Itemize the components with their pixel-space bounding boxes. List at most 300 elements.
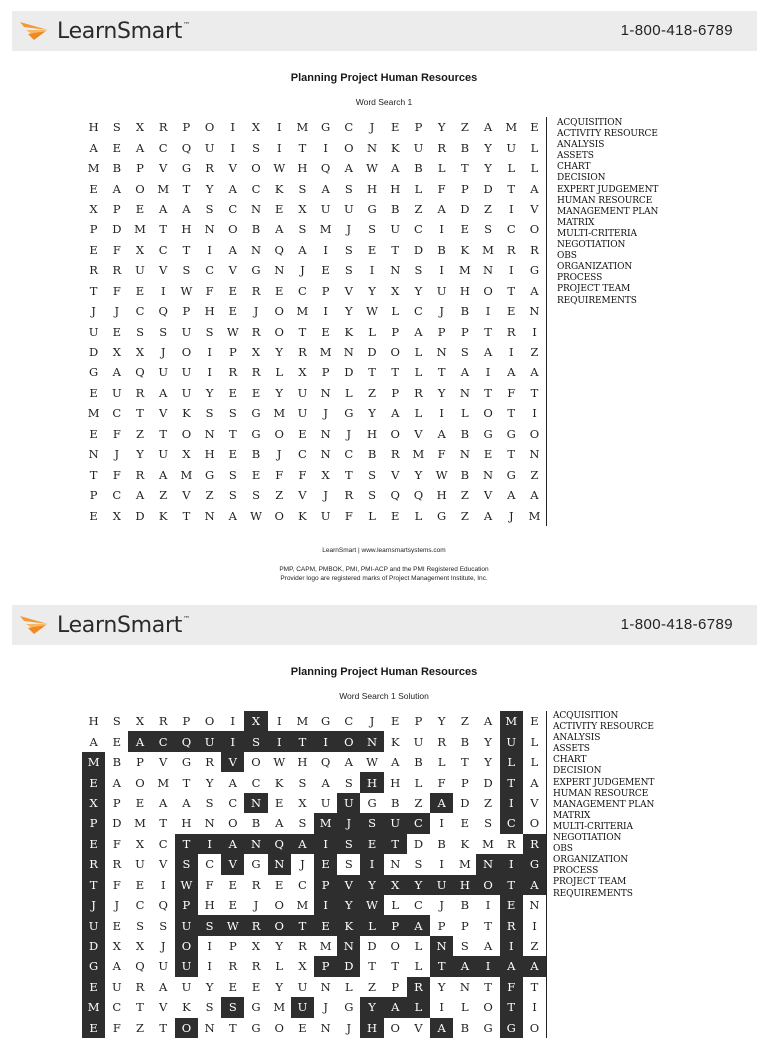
grid-letter: E xyxy=(135,201,145,216)
grid-letter: A xyxy=(112,181,121,196)
grid-letter: L xyxy=(275,365,284,380)
learnsmart-swoosh-icon xyxy=(18,612,52,638)
grid-letter: D xyxy=(413,242,424,257)
word-list-item: ACQUISITION xyxy=(557,118,623,128)
grid-letter: N xyxy=(274,263,285,278)
grid-letter: X xyxy=(391,283,400,298)
grid-letter: I xyxy=(532,406,537,421)
word-list-item: REQUIREMENTS xyxy=(557,295,637,306)
grid-letter: X xyxy=(251,939,261,954)
word-list-item: ASSETS xyxy=(553,744,590,755)
grid-letter: E xyxy=(82,772,105,792)
grid-letter: J xyxy=(114,304,120,319)
grid-letter: O xyxy=(175,936,198,956)
grid-letter: V xyxy=(159,161,168,176)
grid-letter: M xyxy=(157,181,170,196)
grid-letter: U xyxy=(384,813,407,833)
grid-letter: S xyxy=(136,918,144,933)
grid-letter: N xyxy=(244,834,267,854)
grid-letter: N xyxy=(360,731,383,751)
grid-letter: I xyxy=(207,939,212,954)
grid-letter: Y xyxy=(205,181,214,196)
grid-letter: I xyxy=(221,731,244,751)
grid-letter: A xyxy=(159,467,168,482)
grid-row xyxy=(82,260,546,280)
grid-letter: P xyxy=(182,304,191,319)
grid-letter: M xyxy=(500,711,523,731)
grid-letter: C xyxy=(205,263,215,278)
grid-letter: K xyxy=(182,406,191,421)
grid-letter: U xyxy=(175,915,198,935)
grid-letter: T xyxy=(182,242,191,257)
grid-letter: Y xyxy=(275,979,284,994)
grid-letter: U xyxy=(135,857,145,872)
grid-letter: D xyxy=(112,222,122,237)
grid-letter: E xyxy=(500,895,523,915)
grid-letter: H xyxy=(88,120,99,135)
grid-letter: L xyxy=(345,385,353,400)
grid-letter: W xyxy=(180,283,193,298)
word-list-item: ACTIVITY RESOURCE xyxy=(557,129,658,140)
grid-letter: G xyxy=(367,795,377,810)
grid-letter: E xyxy=(228,385,238,400)
grid-letter: F xyxy=(437,181,446,196)
grid-letter: Q xyxy=(181,140,192,155)
logo-wordmark: LearnSmart™ xyxy=(57,18,190,44)
grid-letter: X xyxy=(135,120,145,135)
grid-letter: L xyxy=(461,1000,469,1015)
grid-letter: C xyxy=(344,714,354,729)
grid-letter: S xyxy=(484,816,492,831)
grid-letter: J xyxy=(253,304,259,319)
grid-letter: P xyxy=(391,324,400,339)
grid-letter: V xyxy=(159,857,168,872)
grid-letter: O xyxy=(228,816,238,831)
grid-letter: Q xyxy=(135,959,145,974)
grid-letter: N xyxy=(268,854,291,874)
grid-letter: L xyxy=(345,979,353,994)
grid-letter: A xyxy=(298,242,307,257)
grid-row xyxy=(82,956,546,976)
grid-letter: T xyxy=(530,979,539,994)
grid-letter: J xyxy=(276,447,282,462)
grid-letter: R xyxy=(205,755,214,770)
grid-letter: G xyxy=(251,1020,261,1035)
grid-letter: A xyxy=(530,488,539,503)
grid-letter: O xyxy=(251,755,261,770)
grid-letter: T xyxy=(484,385,492,400)
word-list-item: HUMAN RESOURCE xyxy=(557,195,653,206)
grid-letter: H xyxy=(459,283,470,298)
grid-letter: P xyxy=(414,714,423,729)
grid-letter: T xyxy=(291,731,314,751)
grid-letter: C xyxy=(251,181,261,196)
grid-letter: H xyxy=(367,181,378,196)
grid-letter: A xyxy=(483,345,493,360)
grid-letter: U xyxy=(158,447,169,462)
word-list-item: PROJECT TEAM xyxy=(557,284,631,295)
grid-letter: D xyxy=(460,795,470,810)
grid-letter: O xyxy=(274,898,284,913)
grid-letter: S xyxy=(205,406,214,421)
grid-letter: Y xyxy=(484,161,492,176)
grid-row xyxy=(82,813,546,833)
grid-letter: D xyxy=(88,345,99,360)
grid-letter: O xyxy=(337,731,360,751)
grid-letter: I xyxy=(500,854,523,874)
grid-letter: V xyxy=(530,201,539,216)
grid-letter: R xyxy=(135,979,145,994)
grid-letter: K xyxy=(274,181,284,196)
grid-letter: G xyxy=(251,263,261,278)
grid-letter: P xyxy=(391,385,400,400)
grid-letter: L xyxy=(414,959,423,974)
grid-letter: E xyxy=(360,834,383,854)
grid-letter: J xyxy=(91,304,96,319)
grid-letter: I xyxy=(207,345,212,360)
grid-letter: U xyxy=(436,283,447,298)
grid-letter: G xyxy=(529,263,540,278)
word-list-item: DECISION xyxy=(553,766,602,777)
grid-letter: X xyxy=(89,201,98,216)
grid-letter: A xyxy=(291,834,314,854)
word-list-item: ACQUISITION xyxy=(553,711,619,721)
grid-letter: C xyxy=(228,201,238,216)
grid-letter: E xyxy=(530,120,539,135)
grid-letter: S xyxy=(205,201,214,216)
grid-letter: E xyxy=(298,1020,307,1035)
grid-letter: G xyxy=(500,1018,523,1038)
grid-letter: E xyxy=(460,222,470,237)
grid-letter: X xyxy=(384,875,407,895)
grid-letter: E xyxy=(89,181,98,196)
grid-letter: S xyxy=(337,834,360,854)
grid-letter: O xyxy=(181,345,192,360)
grid-letter: D xyxy=(112,816,122,831)
grid-letter: I xyxy=(314,731,337,751)
grid-letter: N xyxy=(476,854,499,874)
grid-letter: E xyxy=(314,915,337,935)
grid-letter: E xyxy=(251,385,261,400)
grid-letter: I xyxy=(230,120,236,135)
grid-letter: N xyxy=(459,447,470,462)
grid-letter: V xyxy=(159,755,168,770)
grid-letter: Q xyxy=(135,365,145,380)
grid-letter: A xyxy=(523,875,546,895)
grid-letter: T xyxy=(391,365,400,380)
grid-letter: E xyxy=(530,714,539,729)
grid-letter: I xyxy=(439,857,444,872)
grid-letter: J xyxy=(300,857,305,872)
grid-letter: U xyxy=(181,385,192,400)
grid-letter: S xyxy=(460,345,469,360)
grid-letter: K xyxy=(298,508,307,523)
grid-letter: I xyxy=(485,304,491,319)
grid-letter: T xyxy=(136,406,144,421)
grid-letter: A xyxy=(530,775,539,790)
grid-letter: M xyxy=(458,857,471,872)
grid-row xyxy=(82,834,546,854)
grid-letter: D xyxy=(460,201,470,216)
word-search-grid xyxy=(82,117,547,526)
grid-letter: M xyxy=(482,242,494,257)
grid-letter: T xyxy=(182,775,191,790)
grid-letter: E xyxy=(82,834,105,854)
grid-letter: B xyxy=(251,816,261,831)
grid-letter: F xyxy=(112,877,121,892)
grid-letter: F xyxy=(437,775,446,790)
grid-letter: S xyxy=(205,795,214,810)
grid-letter: F xyxy=(500,977,523,997)
grid-letter: N xyxy=(320,385,331,400)
grid-letter: C xyxy=(228,795,238,810)
grid-letter: T xyxy=(182,181,191,196)
grid-letter: M xyxy=(319,939,332,954)
grid-letter: T xyxy=(437,365,446,380)
word-list-item: EXPERT JUDGEMENT xyxy=(553,777,655,788)
grid-letter: B xyxy=(112,161,122,176)
grid-letter: R xyxy=(205,161,214,176)
grid-letter: Z xyxy=(414,795,423,810)
grid-letter: R xyxy=(112,263,122,278)
grid-letter: I xyxy=(485,365,491,380)
grid-letter: S xyxy=(368,222,376,237)
grid-letter: V xyxy=(228,263,237,278)
grid-letter: I xyxy=(207,959,212,974)
grid-letter: U xyxy=(390,222,401,237)
grid-letter: W xyxy=(175,875,198,895)
grid-letter: B xyxy=(460,1020,470,1035)
grid-letter: J xyxy=(439,304,444,319)
grid-row xyxy=(82,875,546,895)
grid-letter: H xyxy=(390,181,401,196)
grid-letter: E xyxy=(483,447,493,462)
grid-letter: U xyxy=(181,979,192,994)
grid-letter: Y xyxy=(414,283,423,298)
grid-letter: I xyxy=(439,1000,444,1015)
grid-letter: S xyxy=(205,1000,214,1015)
grid-letter: C xyxy=(158,140,168,155)
grid-letter: J xyxy=(439,898,444,913)
grid-letter: M xyxy=(273,406,286,421)
grid-letter: L xyxy=(360,915,383,935)
grid-letter: U xyxy=(88,324,99,339)
grid-letter: L xyxy=(530,140,539,155)
grid-letter: O xyxy=(529,222,540,237)
grid-letter: U xyxy=(320,201,331,216)
grid-letter: S xyxy=(159,918,168,933)
grid-letter: U xyxy=(291,997,314,1017)
grid-letter: T xyxy=(391,959,400,974)
grid-letter: G xyxy=(483,1020,493,1035)
grid-letter: Z xyxy=(460,714,469,729)
grid-letter: I xyxy=(323,304,328,319)
grid-letter: X xyxy=(135,714,145,729)
grid-letter: Z xyxy=(136,1020,144,1035)
grid-letter: J xyxy=(300,263,305,278)
grid-letter: S xyxy=(228,406,237,421)
grid-letter: H xyxy=(360,1018,383,1038)
grid-letter: E xyxy=(89,508,98,523)
grid-letter: N xyxy=(529,304,540,319)
grid-letter: I xyxy=(485,898,491,913)
grid-row xyxy=(82,854,546,874)
grid-letter: U xyxy=(158,959,169,974)
grid-letter: I xyxy=(369,263,375,278)
grid-letter: I xyxy=(508,263,514,278)
grid-letter: A xyxy=(460,365,469,380)
grid-letter: T xyxy=(182,508,191,523)
grid-letter: M xyxy=(87,406,100,421)
grid-letter: T xyxy=(228,426,237,441)
grid-letter: T xyxy=(368,365,376,380)
grid-letter: A xyxy=(430,1018,453,1038)
grid-letter: K xyxy=(390,140,400,155)
grid-letter: M xyxy=(296,898,309,913)
grid-letter: A xyxy=(182,201,191,216)
grid-letter: O xyxy=(483,406,493,421)
grid-letter: F xyxy=(344,508,353,523)
grid-letter: V xyxy=(159,406,168,421)
grid-letter: G xyxy=(251,426,261,441)
grid-letter: E xyxy=(321,324,330,339)
grid-letter: I xyxy=(276,714,282,729)
grid-letter: N xyxy=(483,467,494,482)
grid-letter: F xyxy=(437,447,446,462)
grid-letter: H xyxy=(297,161,308,176)
grid-letter: I xyxy=(230,140,236,155)
grid-letter: E xyxy=(321,263,330,278)
grid-letter: C xyxy=(414,898,423,913)
grid-letter: P xyxy=(136,755,144,770)
grid-letter: F xyxy=(205,877,214,892)
grid-letter: U xyxy=(181,324,192,339)
grid-letter: X xyxy=(135,836,145,851)
grid-letter: O xyxy=(274,304,284,319)
grid-letter: O xyxy=(274,324,284,339)
grid-letter: A xyxy=(89,734,98,749)
grid-letter: Z xyxy=(484,795,493,810)
grid-letter: J xyxy=(160,345,166,360)
grid-letter: J xyxy=(114,898,120,913)
grid-letter: M xyxy=(319,222,332,237)
grid-letter: E xyxy=(275,283,284,298)
footer-legal-line-1: PMP, CAPM, PMBOK, PMI, PMI-ACP and the PMI Registered Education xyxy=(279,566,489,573)
grid-letter: P xyxy=(228,345,237,360)
grid-letter: N xyxy=(250,201,262,216)
grid-letter: U xyxy=(413,140,424,155)
grid-letter: I xyxy=(532,324,537,339)
grid-letter: O xyxy=(529,426,540,441)
grid-letter: N xyxy=(390,857,401,872)
grid-letter: R xyxy=(523,834,546,854)
grid-letter: I xyxy=(532,1000,537,1015)
grid-letter: M xyxy=(458,263,471,278)
grid-letter: R xyxy=(390,447,400,462)
grid-letter: L xyxy=(391,304,400,319)
grid-letter: M xyxy=(482,836,494,851)
grid-letter: S xyxy=(298,222,307,237)
grid-row xyxy=(82,362,546,382)
grid-letter: G xyxy=(437,508,447,523)
word-list-item: ORGANIZATION xyxy=(553,855,629,866)
grid-letter: A xyxy=(159,385,168,400)
grid-letter: Y xyxy=(437,714,446,729)
grid-letter: T xyxy=(391,242,400,257)
grid-letter: B xyxy=(460,898,470,913)
grid-letter: L xyxy=(530,755,539,770)
grid-letter: U xyxy=(297,406,308,421)
grid-letter: C xyxy=(414,304,423,319)
grid-row xyxy=(82,321,546,341)
grid-letter: L xyxy=(437,755,446,770)
page2-header xyxy=(12,605,757,645)
grid-letter: K xyxy=(158,508,168,523)
grid-letter: T xyxy=(159,816,168,831)
grid-letter: E xyxy=(228,877,238,892)
grid-letter: W xyxy=(435,467,448,482)
word-list-item: MULTI-CRITERIA xyxy=(557,228,637,239)
grid-letter: I xyxy=(276,140,282,155)
grid-letter: Q xyxy=(320,755,331,770)
learnsmart-swoosh-icon xyxy=(18,18,52,44)
grid-letter: P xyxy=(437,324,446,339)
grid-letter: F xyxy=(112,426,121,441)
grid-letter: S xyxy=(136,324,144,339)
grid-letter: Z xyxy=(368,979,377,994)
grid-letter: K xyxy=(274,775,284,790)
grid-letter: B xyxy=(414,755,423,770)
grid-letter: I xyxy=(439,816,444,831)
grid-letter: C xyxy=(500,813,523,833)
grid-letter: N xyxy=(390,263,401,278)
grid-letter: T xyxy=(82,875,105,895)
grid-letter: B xyxy=(251,222,261,237)
grid-letter: L xyxy=(407,997,430,1017)
grid-letter: E xyxy=(135,795,145,810)
grid-letter: Y xyxy=(275,939,284,954)
grid-letter: O xyxy=(344,140,354,155)
grid-letter: T xyxy=(159,1020,168,1035)
grid-letter: I xyxy=(439,222,444,237)
grid-letter: Q xyxy=(268,834,291,854)
grid-letter: R xyxy=(530,242,539,257)
grid-letter: A xyxy=(483,508,493,523)
page1-header xyxy=(12,11,757,51)
grid-letter: N xyxy=(320,979,331,994)
grid-letter: I xyxy=(508,345,514,360)
grid-letter: G xyxy=(483,426,493,441)
grid-letter: L xyxy=(500,752,523,772)
grid-letter: G xyxy=(89,365,99,380)
grid-letter: D xyxy=(337,956,360,976)
grid-letter: Y xyxy=(437,979,446,994)
grid-letter: E xyxy=(82,1018,105,1038)
grid-row xyxy=(82,301,546,321)
grid-letter: X xyxy=(298,795,307,810)
grid-letter: A xyxy=(275,222,284,237)
grid-letter: S xyxy=(344,857,353,872)
grid-letter: H xyxy=(360,772,383,792)
grid-letter: E xyxy=(135,877,145,892)
word-list-item: ORGANIZATION xyxy=(557,262,633,273)
grid-letter: G xyxy=(367,201,377,216)
grid-letter: A xyxy=(112,775,121,790)
grid-letter: A xyxy=(221,834,244,854)
grid-letter: O xyxy=(390,939,400,954)
grid-letter: A xyxy=(453,956,476,976)
grid-letter: R xyxy=(135,467,145,482)
